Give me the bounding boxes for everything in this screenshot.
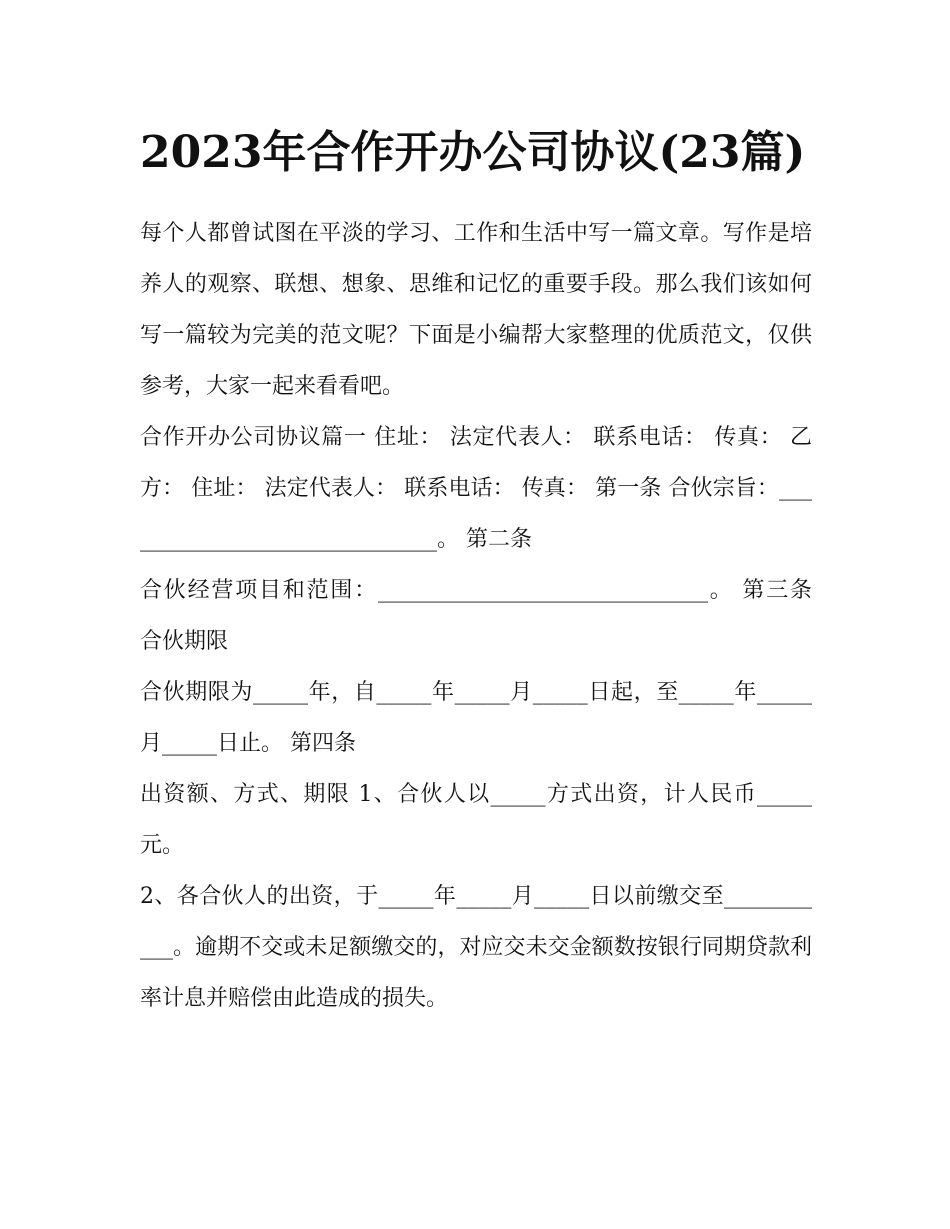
document-title: 2023年合作开办公司协议(23篇)	[140, 127, 806, 178]
document-page	[140, 112, 812, 1024]
parties-paragraph: 合作开办公司协议篇一 住址： 法定代表人： 联系电话： 传真： 乙方： 住址： 法定代表人： 联系电话： 传真： 第一条 合伙宗旨：______________________________。 第二条	[140, 425, 812, 552]
document-body	[140, 208, 812, 1024]
payment-deadline-paragraph: 2、各合伙人的出资，于_____年_____月_____日以前缴交至___________。逾期不交或未足额缴交的，对应交未交金额数按银行同期贷款利率计息并赔偿由此造成的损失。	[140, 884, 812, 1011]
business-scope-paragraph: 合伙经营项目和范围：______________________________。 第三条 合伙期限	[140, 578, 812, 654]
capital-contribution-paragraph: 出资额、方式、期限 1、合伙人以_____方式出资，计人民币_____元。	[140, 782, 812, 858]
term-paragraph: 合伙期限为_____年，自_____年_____月_____日起，至_____年_____月_____日止。 第四条	[140, 680, 812, 756]
intro-paragraph: 每个人都曾试图在平淡的学习、工作和生活中写一篇文章。写作是培养人的观察、联想、想象、思维和记忆的重要手段。那么我们该如何写一篇较为完美的范文呢？下面是小编帮大家整理的优质范文，仅供参考，大家一起来看看吧。	[140, 221, 812, 399]
